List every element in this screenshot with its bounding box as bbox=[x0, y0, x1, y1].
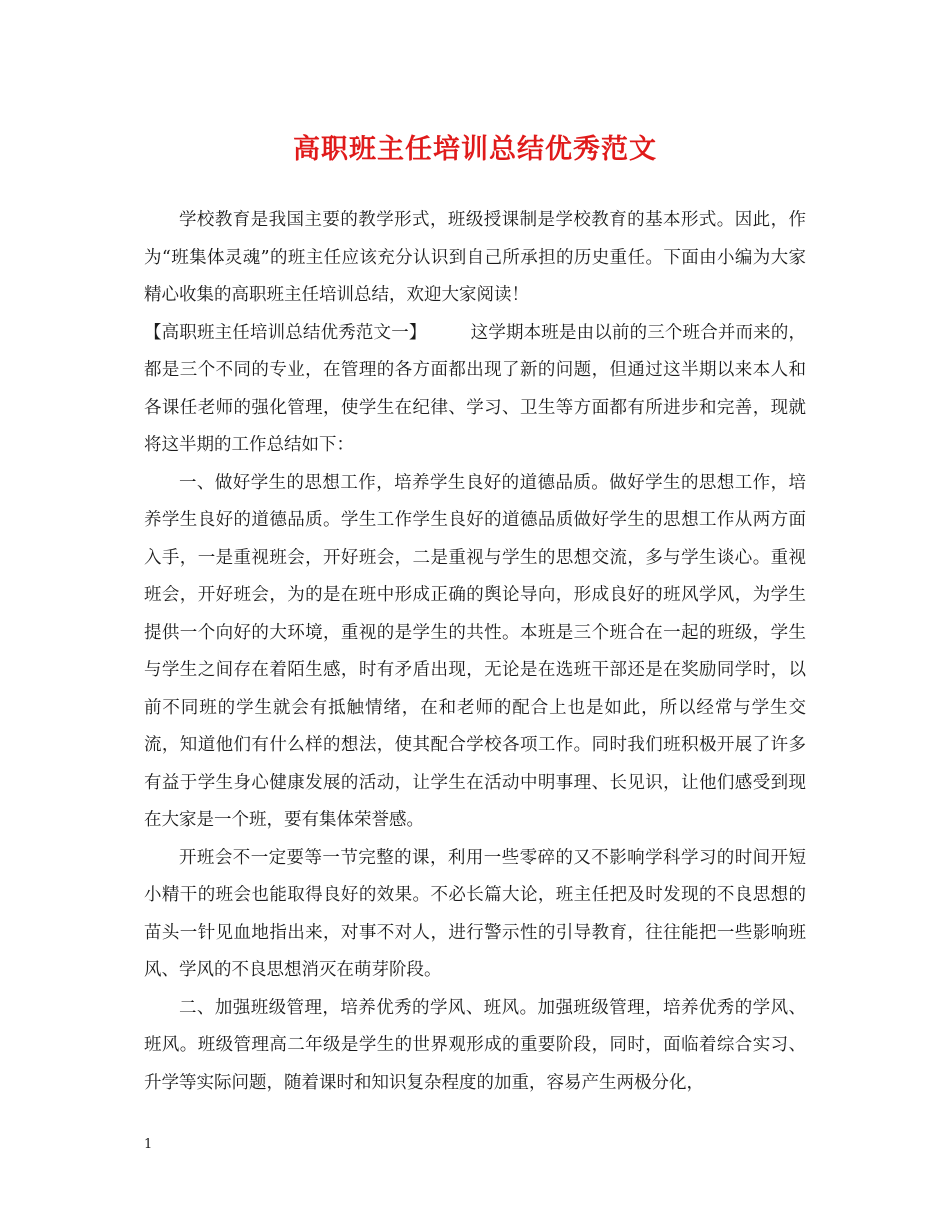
intro-paragraph: 学校教育是我国主要的教学形式，班级授课制是学校教育的基本形式。因此，作为“班集体灵魂”的班主任应该充分认识到自己所承担的历史重任。下面由小编为大家精心收集的高职班主任培训总结，欢迎大家阅读！ bbox=[144, 210, 806, 305]
section-label: 【高职班主任培训总结优秀范文一】 bbox=[144, 322, 427, 343]
section-text: 这学期本班是由以前的三个班合并而来的，都是三个不同的专业，在管理的各方面都出现了新的问题，但通过这半期以来本人和各课任老师的强化管理，使学生在纪律、学习、卫生等方面都有所进步和完善，现就将这半期的工作总结如下： bbox=[144, 322, 806, 455]
section-one-paragraph bbox=[144, 315, 806, 465]
paragraph-thought-work: 一、做好学生的思想工作，培养学生良好的道德品质。做好学生的思想工作，培养学生良好的道德品质。学生工作学生良好的道德品质做好学生的思想工作从两方面入手，一是重视班会，开好班会，二是重视与学生的思想交流，多与学生谈心。重视班会，开好班会，为的是在班中形成正确的舆论导向，形成良好的班风学风，为学生提供一个向好的大环境，重视的是学生的共性。本班是三个班合在一起的班级，学生与学生之间存在着陌生感，时有矛盾出现，无论是在选班干部还是在奖励同学时，以前不同班的学生就会有抵触情绪，在和老师的配合上也是如此，所以经常与学生交流，知道他们有什么样的想法，使其配合学校各项工作。同时我们班积极开展了许多有益于学生身心健康发展的活动，让学生在活动中明事理、长见识，让他们感受到现在大家是一个班，要有集体荣誉感。 bbox=[144, 472, 806, 830]
paragraph-class-management: 二、加强班级管理，培养优秀的学风、班风。加强班级管理，培养优秀的学风、班风。班级管理高二年级是学生的世界观形成的重要阶段，同时，面临着综合实习、升学等实际问题，随着课时和知识复杂程度的加重，容易产生两极分化， bbox=[144, 997, 806, 1093]
document-body bbox=[144, 202, 806, 1102]
page-number: 1 bbox=[144, 1137, 153, 1152]
document-title: 高职班主任培训总结优秀范文 bbox=[293, 134, 657, 165]
paragraph-class-meeting: 开班会不一定要等一节完整的课，利用一些零碎的又不影响学科学习的时间开短小精干的班会也能取得良好的效果。不必长篇大论，班主任把及时发现的不良思想的苗头一针见血地指出来，对事不对人，进行警示性的引导教育，往往能把一些影响班风、学风的不良思想消灭在萌芽阶段。 bbox=[144, 847, 806, 980]
